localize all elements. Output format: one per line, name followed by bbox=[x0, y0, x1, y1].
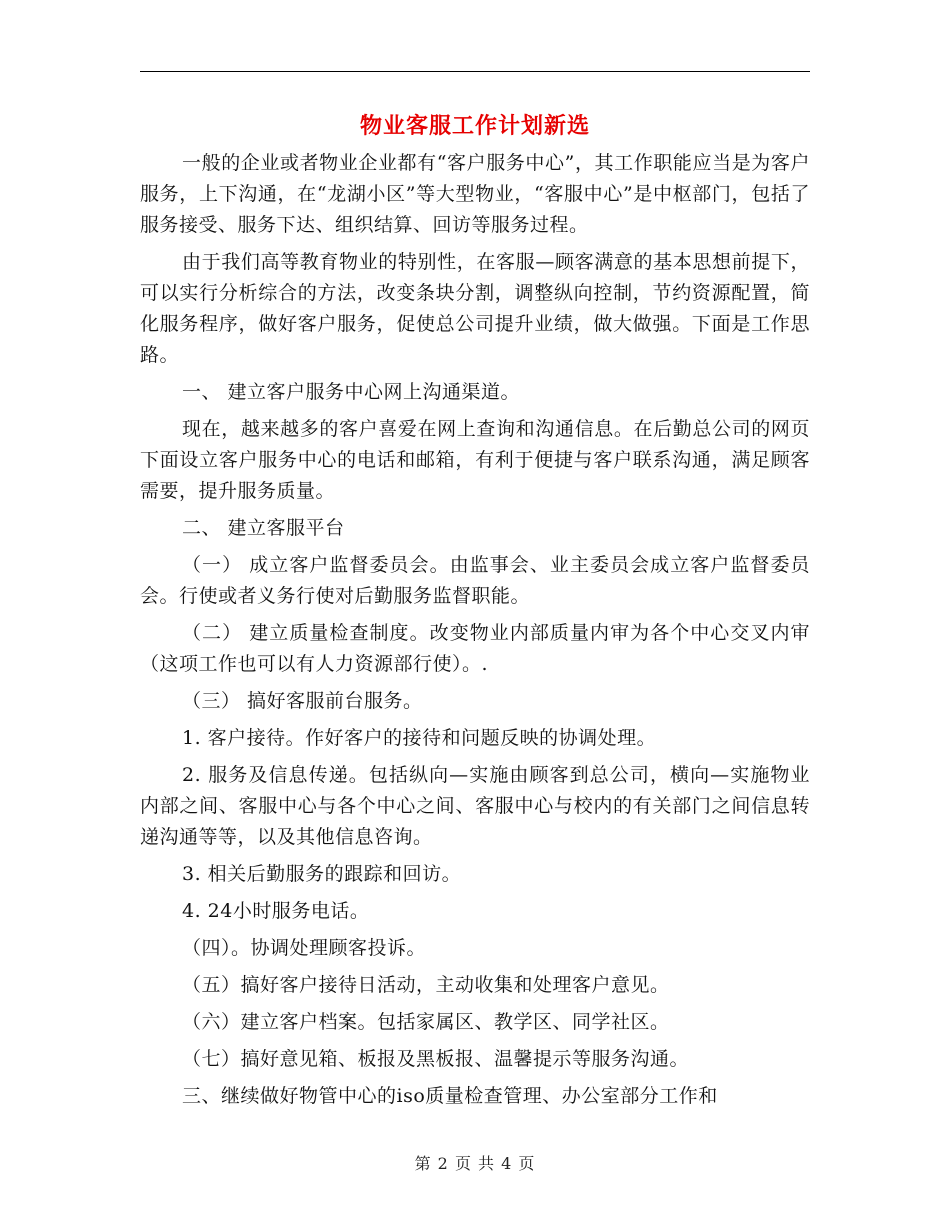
document-title: 物业客服工作计划新选 bbox=[359, 113, 590, 139]
item-complaints: （四）。协调处理顾客投诉。 bbox=[182, 937, 427, 959]
page-footer: 第 2 页 共 4 页 bbox=[414, 1154, 536, 1173]
list-item-hotline: 4. 24小时服务电话。 bbox=[182, 900, 370, 922]
paragraph-intro: 一般的企业或者物业企业都有“客户服务中心”，其工作职能应当是为客户服务，上下沟通，在“龙湖小区”等大型物业，“客服中心”是中枢部门，包括了服务接受、服务下达、组织结算、回访等服务过程。 bbox=[140, 152, 810, 236]
document-body bbox=[140, 148, 810, 1118]
item-suggestion-box: （七）搞好意见箱、板报及黑板报、温馨提示等服务沟通。 bbox=[182, 1048, 690, 1070]
item-supervision-committee: （一） 成立客户监督委员会。由监事会、业主委员会成立客户监督委员会。行使或者义务行使对后勤服务监督职能。 bbox=[140, 554, 810, 607]
header-rule bbox=[140, 71, 810, 72]
item-front-desk: （三） 搞好客服前台服务。 bbox=[182, 690, 423, 712]
section-heading-1: 一、 建立客户服务中心网上沟通渠道。 bbox=[182, 381, 521, 403]
paragraph-approach: 由于我们高等教育物业的特别性，在客服—顾客满意的基本思想前提下，可以实行分析综合的方法，改变条块分割，调整纵向控制，节约资源配置，简化服务程序，做好客户服务，促使总公司提升业绩，做大做强。下面是工作思路。 bbox=[140, 251, 810, 366]
section-heading-3: 三、继续做好物管中心的iso质量检查管理、办公室部分工作和 bbox=[182, 1085, 718, 1107]
item-quality-inspection: （二） 建立质量检查制度。改变物业内部质量内审为各个中心交叉内审（这项工作也可以有人力资源部行使）。. bbox=[140, 622, 810, 675]
item-reception-day: （五）搞好客户接待日活动，主动收集和处理客户意见。 bbox=[182, 974, 670, 996]
item-customer-records: （六）建立客户档案。包括家属区、教学区、同学社区。 bbox=[182, 1011, 670, 1033]
list-item-follow-up: 3. 相关后勤服务的跟踪和回访。 bbox=[182, 863, 462, 885]
list-item-information: 2. 服务及信息传递。包括纵向—实施由顾客到总公司，横向—实施物业内部之间、客服中心与各个中心之间、客服中心与校内的有关部门之间信息转递沟通等等，以及其他信息咨询。 bbox=[140, 764, 810, 848]
section-heading-2: 二、 建立客服平台 bbox=[182, 517, 345, 539]
list-item-reception: 1. 客户接待。作好客户的接待和问题反映的协调处理。 bbox=[182, 727, 657, 749]
paragraph-online-channel: 现在，越来越多的客户喜爱在网上查询和沟通信息。在后勤总公司的网页下面设立客户服务中心的电话和邮箱，有利于便捷与客户联系沟通，满足顾客需要，提升服务质量。 bbox=[140, 418, 810, 502]
